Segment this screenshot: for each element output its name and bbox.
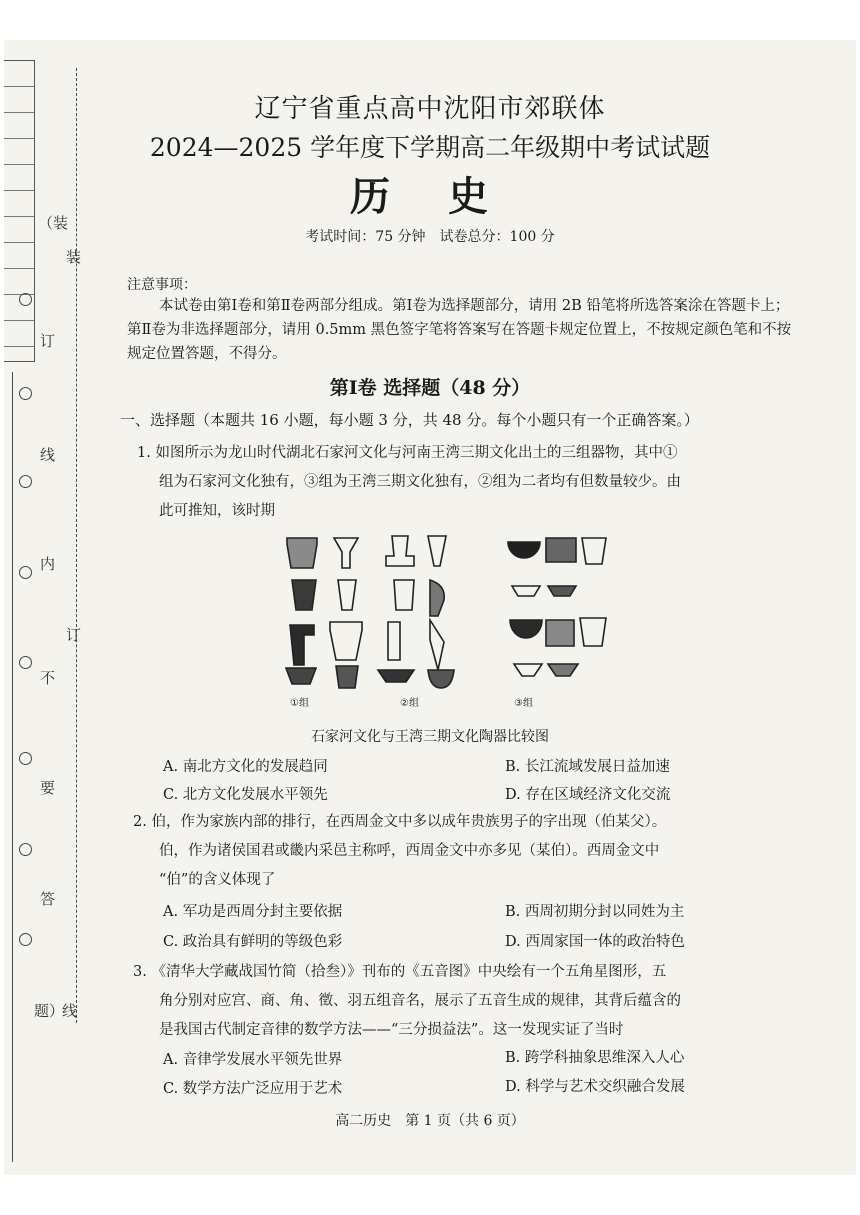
q3-stem-line: 3. 《清华大学藏战国竹简（拾叁）》刊布的《五音图》中央绘有一个五角星图形，五 xyxy=(133,964,667,980)
q3-option-b[interactable]: B. 跨学科抽象思维深入人心 xyxy=(505,1050,685,1066)
exam-title-line1: 辽宁省重点高中沈阳市郊联体 xyxy=(254,94,606,124)
q2-stem-line: 2. 伯，作为家族内部的排行，在西周金文中多以成年贵族男子的字出现（伯某父）。 xyxy=(133,814,667,830)
q2-option-c[interactable]: C. 政治具有鲜明的等级色彩 xyxy=(163,934,343,950)
q1-option-a[interactable]: A. 南北方文化的发展趋同 xyxy=(163,759,328,775)
binding-hole xyxy=(19,475,32,488)
page-footer: 高二历史 第 1 页（共 6 页） xyxy=(335,1113,525,1129)
q1-stem-line: 此可推知，该时期 xyxy=(159,503,275,519)
q1-stem-line: 组为石家河文化独有，③组为王湾三期文化独有，②组为二者均有但数量较少。由 xyxy=(159,474,681,490)
exam-title-line2: 2024—2025 学年度下学期高二年级期中考试试题 xyxy=(149,133,711,162)
margin-char: 要 xyxy=(40,779,56,797)
q1-stem-line: 1. 如图所示为龙山时代湖北石家河文化与河南王湾三期文化出土的三组器物，其中① xyxy=(137,445,678,461)
margin-char: 不 xyxy=(40,669,56,687)
margin-inner-char: 线 xyxy=(62,1002,78,1020)
q3-stem-line: 是我国古代制定音律的数学方法——“三分损益法”。这一发现实证了当时 xyxy=(159,1022,624,1038)
margin-char: 订 xyxy=(40,332,56,350)
q2-stem-line: “伯”的含义体现了 xyxy=(159,872,276,888)
binding-hole xyxy=(19,293,32,306)
figure-group-label: ③组 xyxy=(514,698,533,709)
margin-char: 线 xyxy=(40,446,56,464)
binding-hole xyxy=(19,843,32,856)
binding-line-outer xyxy=(12,372,13,1162)
margin-char: 答 xyxy=(40,890,56,908)
margin-inner-char: 装 xyxy=(66,248,82,266)
q2-stem-line: 伯，作为诸侯国君或畿内采邑主称呼，西周金文中亦多见（某伯）。西周金文中 xyxy=(159,843,660,859)
q3-option-d[interactable]: D. 科学与艺术交织融合发展 xyxy=(505,1079,685,1095)
q2-option-b[interactable]: B. 西周初期分封以同姓为主 xyxy=(505,904,685,920)
margin-char: 题） xyxy=(34,1002,65,1020)
binding-hole xyxy=(19,752,32,765)
section-title: 第Ⅰ卷 选择题（48 分） xyxy=(329,377,531,399)
figure-caption: 石家河文化与王湾三期文化陶器比较图 xyxy=(311,729,549,745)
pottery-comparison-figure xyxy=(282,530,607,710)
margin-inner-char: 订 xyxy=(66,626,82,644)
exam-info: 考试时间：75 分钟 试卷总分：100 分 xyxy=(305,229,555,245)
q1-option-c[interactable]: C. 北方文化发展水平领先 xyxy=(163,787,328,803)
q3-stem-line: 角分别对应宫、商、角、徵、羽五组音名，展示了五音生成的规律，其背后蕴含的 xyxy=(159,993,681,1009)
notice-body: 本试卷由第Ⅰ卷和第Ⅱ卷两部分组成。第Ⅰ卷为选择题部分，请用 2B 铅笔将所选答案涂在答题卡上；第Ⅱ卷为非选择题部分，请用 0.5mm 黑色签字笔将答案写在答题卡规定位置上，不按规定颜色笔和不按规定位置答题，不得分。 xyxy=(127,298,792,362)
notice-heading: 注意事项： xyxy=(127,277,197,293)
q3-option-a[interactable]: A. 音律学发展水平领先世界 xyxy=(163,1052,343,1068)
binding-hole xyxy=(19,933,32,946)
subject-title: 历 史 xyxy=(350,173,510,220)
margin-char: 内 xyxy=(40,555,56,573)
figure-group-label: ①组 xyxy=(290,698,309,709)
q3-option-c[interactable]: C. 数学方法广泛应用于艺术 xyxy=(163,1081,343,1097)
q2-option-a[interactable]: A. 军功是西周分封主要依据 xyxy=(163,904,343,920)
instruction: 一、选择题（本题共 16 小题，每小题 3 分，共 48 分。每个小题只有一个正确答案。） xyxy=(120,411,699,429)
q1-option-d[interactable]: D. 存在区域经济文化交流 xyxy=(505,787,671,803)
margin-char: （装 xyxy=(38,214,69,232)
binding-hole xyxy=(19,656,32,669)
q2-option-d[interactable]: D. 西周家国一体的政治特色 xyxy=(505,934,685,950)
figure-group-label: ②组 xyxy=(400,698,419,709)
q1-option-b[interactable]: B. 长江流域发展日益加速 xyxy=(505,759,670,775)
binding-hole xyxy=(19,566,32,579)
